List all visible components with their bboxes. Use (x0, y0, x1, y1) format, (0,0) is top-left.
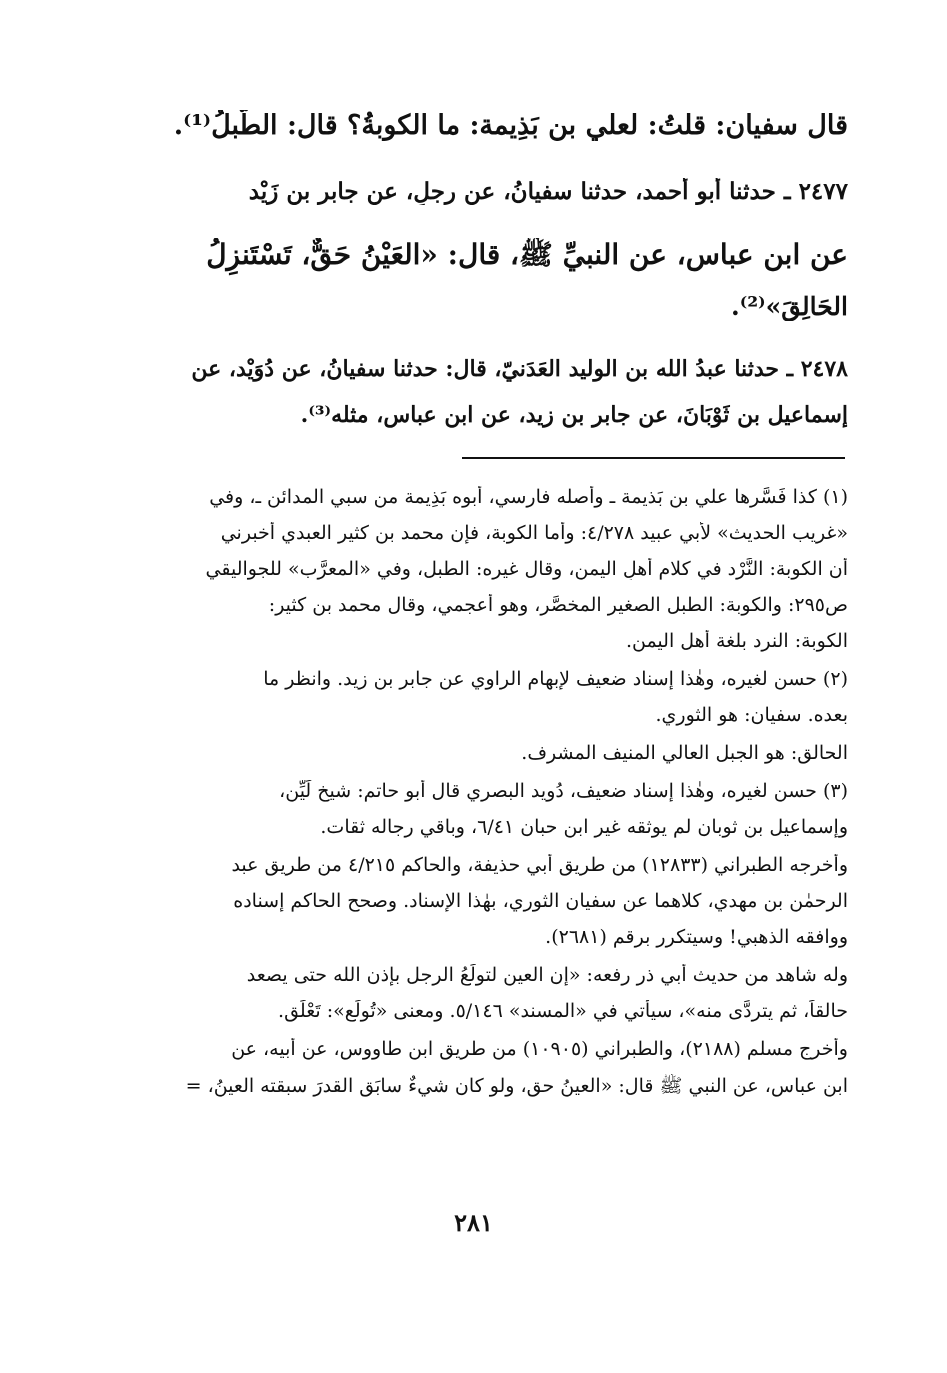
footnote-line-5: الكوبة: النرد بلغة أهل اليمن. (625, 630, 848, 652)
main-line-2: ٢٤٧٧ ـ حدثنا أبو أحمد، حدثنا سفيانُ، عن رجلٍ، عن جابر بن زَيْد (248, 178, 848, 205)
page-number: ٢٨١ (454, 1208, 493, 1237)
footnote-line-2: «غريب الحديث» لأبي عبيد ٤/٢٧٨: وأما الكوبة، فإن محمد بن كثير العبدي أخبرني (220, 522, 848, 544)
footnote-line-14: وله شاهد من حديث أبي ذر رفعه: «إن العين لتولَعُ الرجل بإذن الله حتى يصعد (246, 964, 848, 986)
footnote-separator (462, 457, 845, 459)
footnote-line-17: ابن عباس، عن النبي ﷺ قال: «العينُ حق، ولو كان شيءٌ سابَق القدرَ سبقته العينُ، = (185, 1075, 848, 1097)
footnote-line-3: أن الكوبة: النَّرْد في كلام أهلِ اليمن، وقال غيره: الطبل، وفي «المعرَّب» للجواليقي (205, 558, 848, 580)
footnote-line-15: حالقاً، ثم يتردَّى منه»، سيأتي في «المسند» ٥/١٤٦. ومعنى «تُولَع»: تَعْلَق. (278, 1000, 848, 1022)
footnote-line-7: بعده. سفيان: هو الثوري. (655, 704, 848, 726)
main-line-1: قال سفيان: قلتُ: لعلي بن بَذِيمة: ما الكوبةُ؟ قال: الطَّبلُ⁽¹⁾. (173, 110, 848, 141)
main-line-6: إسماعيل بن ثَوْبَانَ، عن جابر بن زيد، عن ابن عباس، مثله⁽³⁾. (300, 402, 848, 428)
footnote-line-6: (٢) حسن لغيره، وهٰذا إسناد ضعيف لإبهام الراوي عن جابر بن زيد. وانظر ما (263, 668, 848, 690)
footnote-line-16: وأخرج مسلم (٢١٨٨)، والطبراني (١٠٩٠٥) من طريق ابن طاووس، عن أبيه، عن (231, 1038, 848, 1060)
footnote-line-8: الحالق: هو الجبل العالي المنيف المشرف. (521, 742, 848, 764)
main-line-5: ٢٤٧٨ ـ حدثنا عبدُ الله بن الوليد العَدَنيّ، قال: حدثنا سفيانُ، عن دُوَيْد، عن (191, 356, 848, 382)
footnote-line-9: (٣) حسن لغيره، وهٰذا إسناد ضعيف، دُويد البصري قال أبو حاتم: شيخ لَيِّن، (279, 780, 848, 802)
footnote-line-1: (١) كذا فَسَّرها علي بن بَذيمة ـ وأصله فارسي، أبوه بَذِيمة من سبي المدائن ـ، وفي (209, 486, 848, 508)
footnote-line-13: ووافقه الذهبي! وسيتكرر برقم (٢٦٨١). (545, 926, 848, 948)
footnote-line-10: وإسماعيل بن ثوبان لم يوثقه غير ابن حبان ٦/٤١، وباقي رجاله ثقات. (320, 816, 848, 838)
footnote-line-12: الرحمٰن بن مهدي، كلاهما عن سفيان الثوري، بهٰذا الإسناد. وصحح الحاكم إسناده (233, 890, 848, 912)
main-line-4: الحَالِقَ»⁽²⁾. (731, 292, 848, 321)
main-line-3: عن ابن عباس، عن النبيِّ ﷺ، قال: «العَيْنُ حَقٌّ، تَسْتَنزِلُ (206, 238, 848, 271)
footnote-line-11: وأخرجه الطبراني (١٢٨٣٣) من طريق أبي حذيفة، والحاكم ٤/٢١٥ من طريق عبد (231, 854, 848, 876)
footnote-line-4: ص٢٩٥: والكوبة: الطبل الصغير المخصَّر، وهو أعجمي، وقال محمد بن كثير: (268, 594, 848, 616)
